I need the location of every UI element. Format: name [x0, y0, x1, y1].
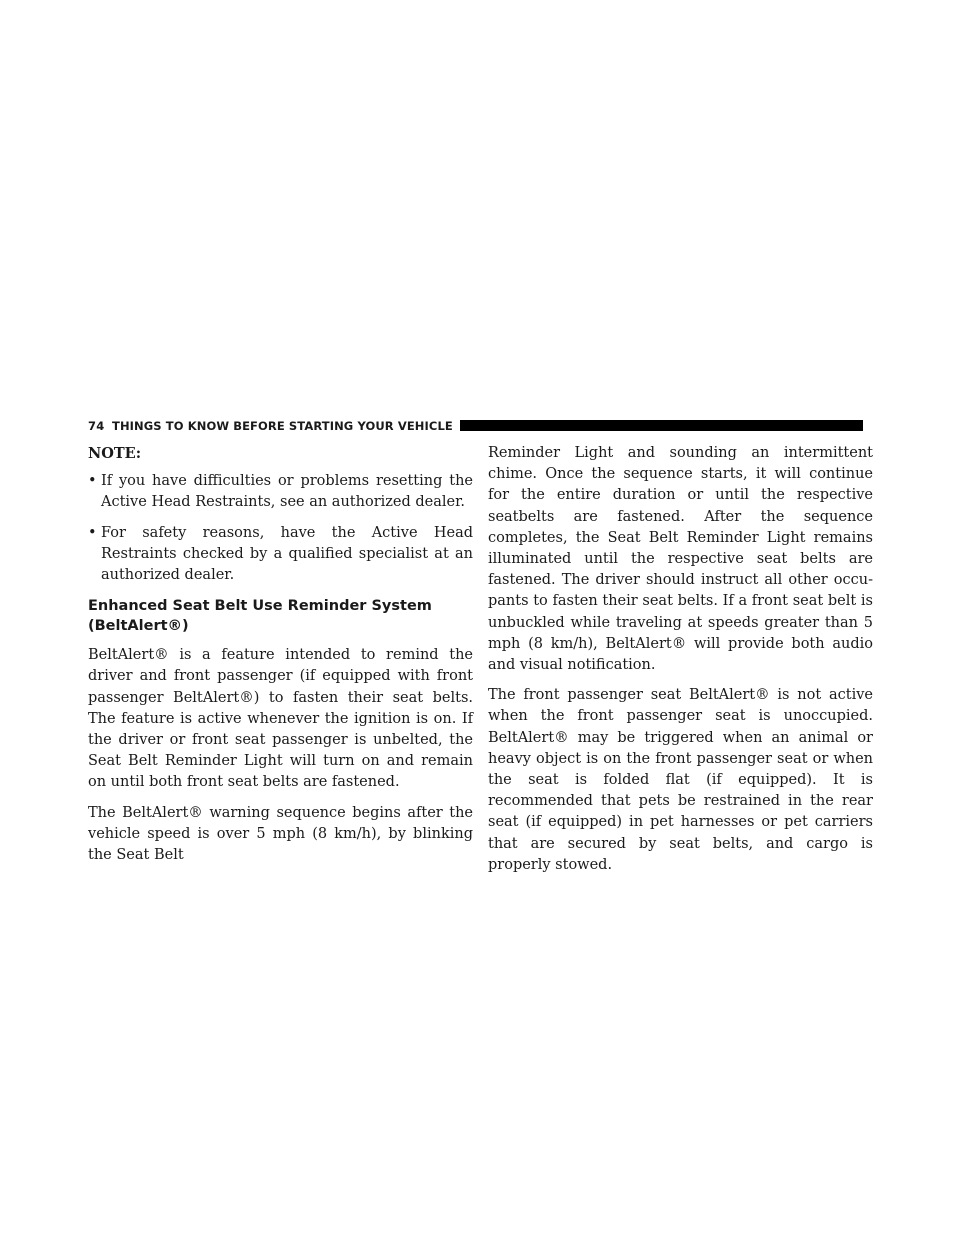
body-paragraph: The BeltAlert® warning sequence begins after the vehicle speed is over 5 mph (8 km/h), by blinking the Seat Belt: [88, 804, 473, 864]
bullet-icon: •: [88, 473, 97, 490]
body-paragraph: BeltAlert® is a feature intended to remind the driver and front passenger (if equipped with front passenger BeltAlert®) to fasten their seat belts. The feature is active whenever the ignition is on. If the driver or front seat passenger is unbelted, the Seat Belt Reminder Light will turn on and remain on until both front seat belts are fastened.: [88, 647, 473, 791]
body-paragraph: The front passenger seat BeltAlert® is not active when the front passenger seat is unoccupied. BeltAlert® may be triggered when an animal or heavy object is on the front passenger seat or when the seat is folded flat (if equipped). It is recommended that pets be restrained in the rear seat (if equipped) in pet harnesses or pet carriers that are secured by seat belts, and cargo is properly stowed.: [488, 687, 873, 873]
note-bullet-text: For safety reasons, have the Active Head Restraints checked by a qualified specialist at an authorized dealer.: [101, 524, 473, 584]
right-column: [488, 443, 873, 885]
note-bullet-text: If you have difficulties or problems resetting the Active Head Restraints, see an authorized dealer.: [101, 473, 473, 511]
page-number: 74: [88, 419, 105, 433]
note-bullet-list: [88, 471, 473, 586]
section-heading-line2: (BeltAlert®): [88, 618, 189, 635]
header-rule: [460, 420, 863, 431]
note-label: NOTE:: [88, 445, 142, 462]
note-bullet-item: [88, 471, 473, 513]
bullet-icon: •: [88, 524, 97, 541]
left-column: [88, 443, 473, 875]
running-header: [88, 416, 863, 436]
section-title: THINGS TO KNOW BEFORE STARTING YOUR VEHICLE: [112, 419, 453, 433]
note-bullet-item: [88, 523, 473, 587]
section-heading: [88, 596, 473, 636]
section-heading-line1: Enhanced Seat Belt Use Reminder System: [88, 598, 432, 615]
body-paragraph: Reminder Light and sounding an intermittent chime. Once the sequence starts, it will continue for the entire duration or until the respective seatbelts are fastened. After the sequence completes, the Seat Belt Reminder Light remains illuminated until the respective seat belts are fastened. The driver should instruct all other occu-pants to fasten their seat belts. If a front seat belt is unbuckled while traveling at speeds greater than 5 mph (8 km/h), BeltAlert® will provide both audio and visual notification.: [488, 445, 873, 674]
